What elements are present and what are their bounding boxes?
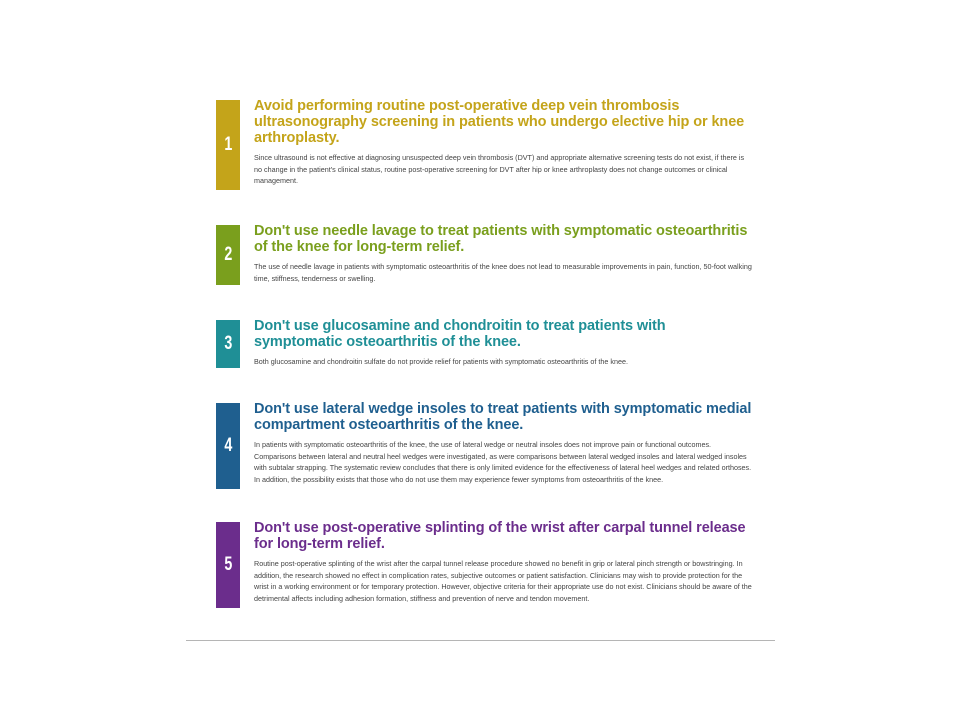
item-number-badge bbox=[216, 100, 240, 190]
item-number-badge bbox=[216, 403, 240, 489]
item-number-badge bbox=[216, 225, 240, 285]
item-content bbox=[254, 98, 754, 187]
item-title: Don't use needle lavage to treat patients with symptomatic osteoarthritis of the knee for long-term relief. bbox=[254, 223, 748, 255]
item-description: Since ultrasound is not effective at diagnosing unsuspected deep vein thrombosis (DVT) and appropriate alternative screening tests do not exist, if there is no change in the patient's clinical status, routine post-operative screening for DVT after hip or knee arthroplasty does not change outcomes or clinical management. bbox=[254, 153, 745, 185]
item-number: 4 bbox=[224, 435, 232, 456]
item-number: 3 bbox=[224, 333, 232, 354]
item-title: Don't use lateral wedge insoles to treat patients with symptomatic medial compartment osteoarthritis of the knee. bbox=[254, 401, 752, 433]
item-title: Avoid performing routine post-operative deep vein thrombosis ultrasonography screening in patients who undergo elective hip or knee arthroplasty. bbox=[254, 98, 745, 146]
item-title: Don't use post-operative splinting of the wrist after carpal tunnel release for long-term relief. bbox=[254, 520, 746, 552]
item-number-badge bbox=[216, 320, 240, 368]
item-content bbox=[254, 401, 754, 485]
item-description: Routine post-operative splinting of the wrist after the carpal tunnel release procedure showed no benefit in grip or lateral pinch strength or bowstringing. In addition, the research showed no effect in complication rates, subjective outcomes or patient satisfaction. Clinicians may wish to provide protection for the wrist in a working environment or for temporary protection. However, objective criteria for their appropriate use do not exist. Clinicians should be aware of the detrimental affects including adhesion formation, stiffness and prevention of nerve and tendon movement. bbox=[254, 559, 752, 603]
item-number: 2 bbox=[224, 244, 232, 265]
item-description: In patients with symptomatic osteoarthritis of the knee, the use of lateral wedge or neutral insoles does not improve pain or functional outcomes. Comparisons between lateral and neutral heel wedges were investigated, as were comparisons between lateral wedged insoles and lateral wedged insoles with subtalar strapping. The systematic review concludes that there is only limited evidence for the effectiveness of lateral heel wedges and related orthoses. In addition, the possibility exists that those who do not use them may experience fewer symptoms from osteoarthritis of the knee. bbox=[254, 440, 752, 484]
item-content bbox=[254, 223, 754, 284]
item-number-badge bbox=[216, 522, 240, 608]
bottom-divider bbox=[186, 640, 775, 641]
item-number: 5 bbox=[224, 554, 232, 575]
item-description: The use of needle lavage in patients with symptomatic osteoarthritis of the knee does not lead to measurable improvements in pain, function, 50-foot walking time, stiffness, tenderness or swelling. bbox=[254, 262, 752, 283]
item-title: Don't use glucosamine and chondroitin to treat patients with symptomatic osteoarthritis of the knee. bbox=[254, 318, 666, 350]
item-number: 1 bbox=[224, 134, 232, 155]
item-description: Both glucosamine and chondroitin sulfate do not provide relief for patients with symptomatic osteoarthritis of the knee. bbox=[254, 357, 628, 366]
item-content bbox=[254, 318, 754, 368]
item-content bbox=[254, 520, 754, 604]
